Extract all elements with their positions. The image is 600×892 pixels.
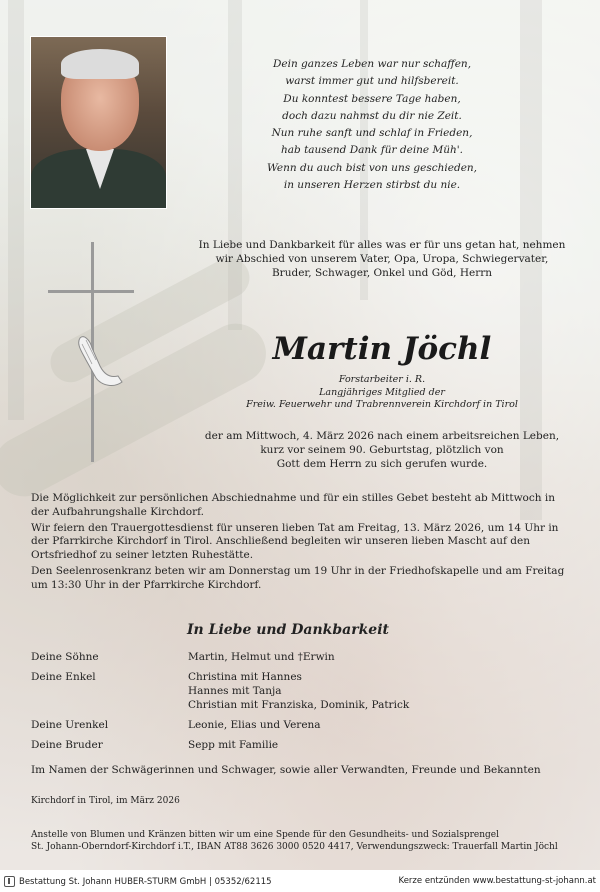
donation-note	[31, 829, 591, 853]
deceased-name: Martin Jöchl	[272, 331, 492, 367]
donation-line: St. Johann-Oberndorf-Kirchdorf i.T., IBAN AT88 3626 3000 0520 4417, Verwendungszweck: Trauerfall Martin Jöchl	[31, 842, 558, 852]
family-list	[31, 650, 551, 758]
death-line: der am Mittwoch, 4. März 2026 nach einem arbeitsreichen Leben,	[204, 430, 560, 442]
intro-line: In Liebe und Dankbarkeit für alles was er für uns getan hat, nehmen	[198, 239, 566, 251]
viewing-info: Die Möglichkeit zur persönlichen Abschiednahme und für ein stilles Gebet besteht ab Mittwoch in der Aufbahrungshalle Kirchdorf.	[31, 492, 555, 518]
death-notice	[192, 429, 572, 471]
intro-line: Bruder, Schwager, Onkel und Göd, Herrn	[271, 267, 493, 279]
poem-line: Dein ganzes Leben war nur schaffen,	[272, 58, 472, 70]
intro-text	[192, 238, 572, 280]
family-names: Hannes mit Tanja	[188, 685, 282, 697]
death-line: kurz vor seinem 90. Geburtstag, plötzlich von	[260, 444, 504, 456]
poem-line: Du konntest bessere Tage haben,	[283, 92, 461, 105]
family-row-grandchildren	[31, 670, 551, 712]
family-names: Martin, Helmut und †Erwin	[188, 651, 335, 663]
poem	[232, 56, 512, 194]
family-names: Leonie, Elias und Verena	[188, 719, 321, 731]
family-names: Christina mit Hannes	[188, 671, 302, 683]
family-row-great-grandchildren	[31, 718, 551, 732]
cross-icon-bar	[48, 290, 134, 293]
ceremony-info	[31, 492, 576, 595]
family-relation: Deine Urenkel	[31, 719, 109, 731]
role-line: Freiw. Feuerwehr und Trabrennverein Kirchdorf in Tirol	[246, 399, 518, 410]
mourning-title: In Liebe und Dankbarkeit	[187, 622, 389, 638]
poem-line: in unseren Herzen stirbst du nie.	[283, 179, 461, 192]
footer	[0, 870, 600, 892]
portrait-photo	[30, 36, 167, 209]
praying-hands-icon	[70, 330, 126, 390]
death-line: Gott dem Herrn zu sich gerufen wurde.	[276, 458, 488, 470]
all-relatives-line: Im Namen der Schwägerinnen und Schwager, sowie aller Verwandten, Freunde und Bekannten	[31, 764, 541, 776]
family-relation: Deine Bruder	[31, 739, 103, 751]
funeral-home-logo-icon	[4, 876, 15, 887]
service-info: Wir feiern den Trauergottesdienst für unseren lieben Tat am Freitag, 13. März 2026, um 14 Uhr in der Pfarrkirche Kirchdorf in Tirol. Anschließend begleiten wir unseren lieben Mascht auf den Ortsfriedhof zu seiner letzten Ruhestätte.	[31, 521, 559, 562]
poem-line: Nun ruhe sanft und schlaf in Frieden,	[271, 127, 473, 140]
family-row-sons	[31, 650, 551, 664]
poem-line: warst immer gut und hilfsbereit.	[285, 75, 459, 88]
family-names: Christian mit Franziska, Dominik, Patrick	[188, 699, 410, 711]
deceased-roles	[212, 374, 552, 412]
footer-left	[4, 876, 272, 887]
family-names: Sepp mit Familie	[188, 739, 279, 751]
role-line: Forstarbeiter i. R.	[338, 374, 426, 385]
family-relation: Deine Söhne	[31, 651, 99, 663]
portrait-hair	[61, 49, 139, 79]
role-line: Langjähriges Mitglied der	[319, 386, 445, 398]
rosary-info: Den Seelenrosenkranz beten wir am Donnerstag um 19 Uhr in der Friedhofskapelle und am Freitag um 13:30 Uhr in der Pfarrkirche Kirchdorf.	[31, 564, 565, 591]
poem-line: hab tausend Dank für deine Müh'.	[280, 144, 463, 157]
place-date: Kirchdorf in Tirol, im März 2026	[31, 796, 180, 806]
donation-line: Anstelle von Blumen und Kränzen bitten wir um eine Spende für den Gesundheits- und Sozialsprengel	[31, 830, 499, 840]
poem-line: Wenn du auch bist von uns geschieden,	[266, 161, 478, 174]
family-relation: Deine Enkel	[31, 671, 96, 683]
family-row-brother	[31, 738, 551, 752]
intro-line: wir Abschied von unserem Vater, Opa, Uropa, Schwiegervater,	[215, 253, 549, 265]
candle-link[interactable]: Kerze entzünden www.bestattung-st-johann.at	[398, 876, 596, 886]
poem-line: doch dazu nahmst du dir nie Zeit.	[282, 109, 462, 122]
funeral-home-info: Bestattung St. Johann HUBER-STURM GmbH | 05352/62115	[19, 876, 272, 887]
